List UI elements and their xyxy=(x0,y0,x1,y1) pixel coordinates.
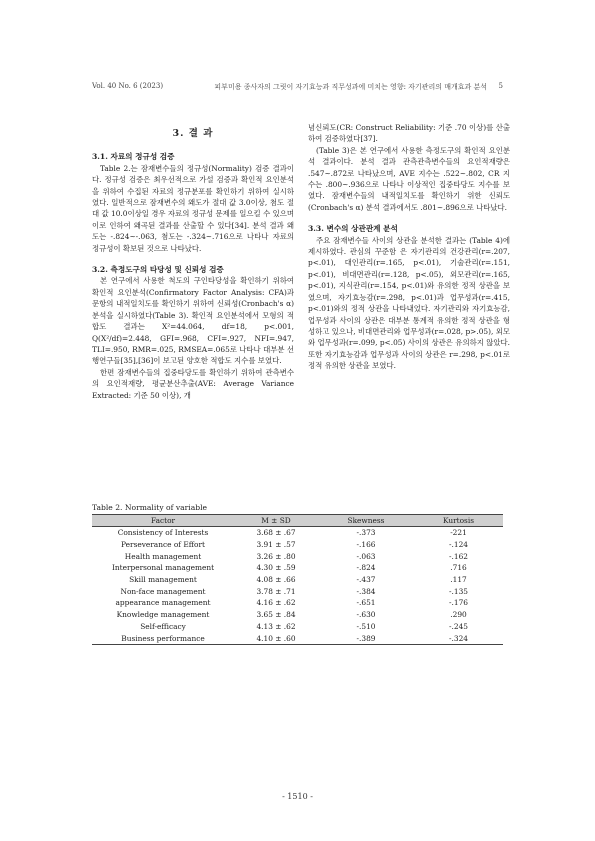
table-cell: 4.13 ± .62 xyxy=(256,621,296,631)
table-cell: .716 xyxy=(450,563,467,573)
table-cell: -.437 xyxy=(356,575,376,585)
normality-table-block xyxy=(92,503,503,645)
table-cell: 3.78 ± .71 xyxy=(256,586,296,596)
column-header: Kurtosis xyxy=(414,515,503,527)
table-cell: .290 xyxy=(450,610,467,620)
paragraph: 한편 잠재변수들의 집중타당도를 확인하기 위하여 관측변수의 요인적재량, 평균분산추출(AVE: Average Variance Extracted: 기준 50 이상), 개 xyxy=(92,367,294,400)
table-cell: -.162 xyxy=(449,551,468,561)
normality-table xyxy=(92,514,503,645)
subsection-heading-3-3: 3.3. 변수의 상관관계 분석 xyxy=(308,224,398,234)
section-title: 3. 결 과 xyxy=(172,128,214,139)
table-row xyxy=(92,527,503,539)
table-cell: 4.10 ± .60 xyxy=(234,632,318,644)
paragraph: 주요 잠재변수들 사이의 상관을 분석한 결과는 (Table 4)에 제시하였다. 관심의 꾸준함 은 자기관리의 건강관리(r=.207, p<.01), 대인관리(r=.165, p<.01), 기술관리(r=.151, p<.01), 비대면관리(r=.128, p<.05), 외모관리(r=.165, p<.01), 지식관리(r=.154, p<.01)와 유의한 정적 상관을 보였으며, 자기효능감(r=.298, p<.01)과 업무성과(r=.415, p<.01)와의 정적 상관을 나타내었다. 자기관리와 자기효능감, 업무성과 사이의 상관은 대부분 통계적 유의한 정적 상관을 형성하고 있으나, 비대면관리와 업무성과(r=.028, p>.05), 외모와 업무성과(r=.099, p<.05) 사이의 상관은 유의하지 않았다. 또한 자기효능감과 업무성과 사이의 상관은 r=.298, p<.01로 정적 유의한 상관을 보였다. xyxy=(308,235,510,371)
column-header: Skewness xyxy=(318,515,414,527)
paragraph: 념신뢰도(CR: Construct Reliability: 기준 .70 이상)를 산출하여 검증하였다[37]. xyxy=(308,123,510,144)
table-row xyxy=(92,585,503,597)
right-column xyxy=(308,122,510,372)
table-cell: -.135 xyxy=(449,586,468,596)
subsection-heading-3-2: 3.2. 측정도구의 타당성 및 신뢰성 검증 xyxy=(92,265,224,275)
table-cell: -.630 xyxy=(356,610,376,620)
column-header: M ± SD xyxy=(234,515,318,527)
table-cell: Consistency of Interests xyxy=(117,528,209,538)
table-cell: -.063 xyxy=(356,551,376,561)
table-cell: appearance management xyxy=(115,598,211,608)
table-cell: 3.65 ± .84 xyxy=(256,610,296,620)
page-number-footer: - 1510 - xyxy=(282,792,313,801)
table-cell: 4.08 ± .66 xyxy=(256,575,296,585)
subsection-heading-3-1: 3.1. 자료의 정규성 검증 xyxy=(92,152,175,162)
table-cell: Interpersonal management xyxy=(111,563,215,573)
table-cell: -.651 xyxy=(356,598,376,608)
table-cell: 4.30 ± .59 xyxy=(256,563,296,573)
table-cell: -.166 xyxy=(356,540,376,550)
table-cell: Non-face management xyxy=(120,586,206,596)
table-cell: Health management xyxy=(124,551,202,561)
table-cell: -.176 xyxy=(449,598,468,608)
table-cell: -.124 xyxy=(449,540,468,550)
table-cell: -.245 xyxy=(449,621,468,631)
table-row xyxy=(92,574,503,586)
header-page-number: 5 xyxy=(498,82,503,90)
table-row xyxy=(92,550,503,562)
table-cell: 3.68 ± .67 xyxy=(256,528,296,538)
paragraph: (Table 3)은 본 연구에서 사용한 측정도구의 확인적 요인분석 결과이다. 분석 결과 관측관측변수들의 요인적재량은 .547~.872로 나타났으며, AVE 지수는 .522~.802, CR 지수는 .800~.936으로 나타나 이상적인 집중타당도 지수를 보였다. 잠재변수들의 내적일치도를 확인하기 위한 신뢰도(Cronbach's α) 분석 결과에서도 .801~.896으로 나타났다. xyxy=(308,145,510,212)
table-row xyxy=(92,597,503,609)
table-row xyxy=(92,632,503,644)
table-row xyxy=(92,609,503,621)
table-cell: Perseverance of Effort xyxy=(121,540,205,550)
volume-info: Vol. 40 No. 6 (2023) xyxy=(92,82,164,90)
table-cell: -.373 xyxy=(356,528,376,538)
table-caption: Table 2. Normality of variable xyxy=(92,503,208,512)
table-cell: 4.16 ± .62 xyxy=(256,598,296,608)
table-header-row xyxy=(92,515,503,527)
table-row xyxy=(92,562,503,574)
table-cell: -.324 xyxy=(414,632,503,644)
table-row xyxy=(92,621,503,633)
table-row xyxy=(92,539,503,551)
paragraph: Table 2.는 잠재변수들의 정규성(Normality) 검증 결과이다. 정규성 검증은 최우선적으로 가설 검증과 확인적 요인분석을 위하여 수집된 자료의 정규분포를 확인하기 위하여 실시하였다. 일반적으로 잠재변수의 왜도가 절대 값 3.0이상, 첨도 절대 값 10.0이상일 경우 자료의 정규성 문제를 일으킬 수 있으며 이로 인하여 왜곡된 결과를 산출할 수 있다[34]. 분석 결과 왜도는 -.824~-.063, 첨도는 -.324~.716으로 나타나 자료의 정규성이 확보된 것으로 나타났다. xyxy=(92,163,294,253)
table-cell: .117 xyxy=(450,575,467,585)
table-cell: -.389 xyxy=(318,632,414,644)
left-column xyxy=(92,122,294,401)
table-cell: Self-efficacy xyxy=(140,621,186,631)
table-cell: -221 xyxy=(450,528,467,538)
paragraph: 본 연구에서 사용한 척도의 구인타당성을 확인하기 위하여 확인적 요인분석(Confirmatory Factor Analysis: CFA)과 문항의 내적일치도를 확인하기 위하여 신뢰성(Cronbach's α) 분석을 실시하였다(Table 3). 확인적 요인분석에서 모형의 적합도 결과는 X²=44.064, df=18, p<.001, Q(X²/df)=2.448, GFI=.968, CFI=.927, NFI=.947, TLI=.950, RMR=.025, RMSEA=.065로 나타나 대부분 선행연구들[35],[36]이 보고된 양호한 적합도 지수를 보였다. xyxy=(92,276,294,366)
table-cell: -.384 xyxy=(356,586,376,596)
table-cell: 3.26 ± .80 xyxy=(256,551,296,561)
column-header: Factor xyxy=(92,515,234,527)
running-title: 피부미용 종사자의 그릿이 자기효능과 직무성과에 미치는 영향: 자기관리의 매개효과 분석 xyxy=(214,83,487,91)
table-cell: -.510 xyxy=(356,621,376,631)
running-header xyxy=(92,82,503,94)
table-cell: 3.91 ± .57 xyxy=(256,540,296,550)
table-cell: Knowledge management xyxy=(116,610,210,620)
table-cell: Business performance xyxy=(92,632,234,644)
table-cell: -.824 xyxy=(356,563,376,573)
table-cell: Skill management xyxy=(129,575,197,585)
